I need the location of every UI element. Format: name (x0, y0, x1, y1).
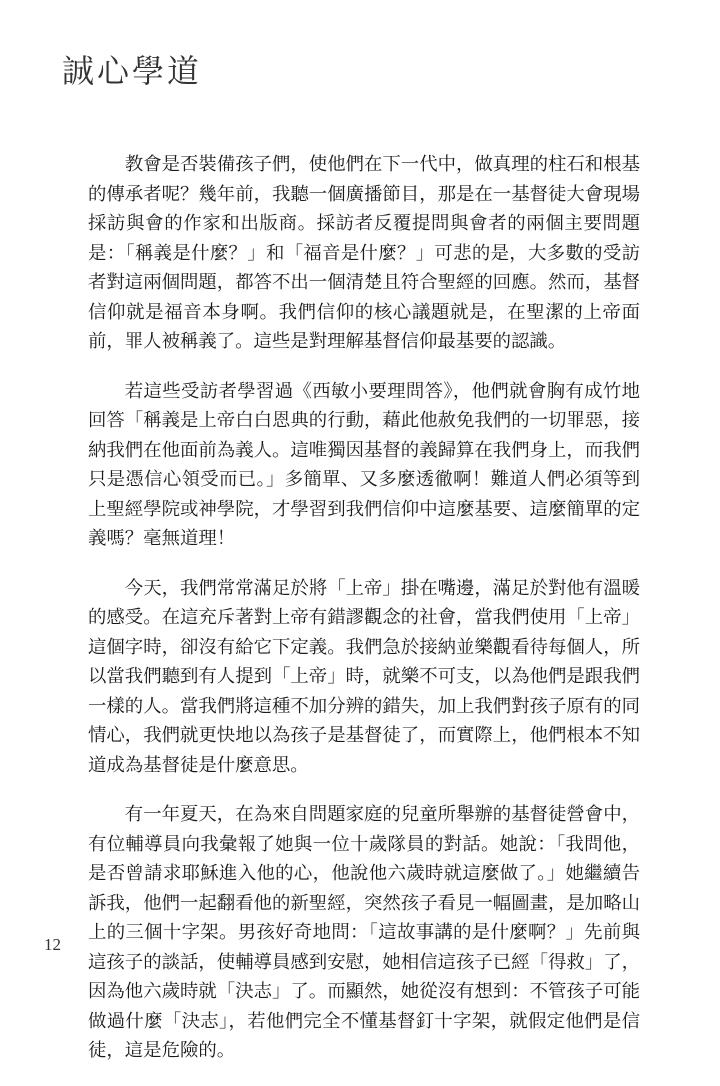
paragraph-1: 教會是否裝備孩子們，使他們在下一代中，做真理的柱石和根基的傳承者呢？幾年前，我聽一個廣播節目，那是在一基督徒大會現場採訪與會的作家和出版商。採訪者反覆提問與會者的兩個主要問題是：「稱義是什麼？」和「福音是什麼？」可悲的是，大多數的受訪者對這兩個問題，都答不出一個清楚且符合聖經的回應。然而，基督信仰就是福音本身啊。我們信仰的核心議題就是，在聖潔的上帝面前，罪人被稱義了。這些是對理解基督信仰最基要的認識。 (88, 154, 640, 352)
paragraph-2: 若這些受訪者學習過《西敏小要理問答》，他們就會胸有成竹地回答「稱義是上帝白白恩典的行動，藉此他赦免我們的一切罪惡，接納我們在他面前為義人。這唯獨因基督的義歸算在我們身上，而我們只是憑信心領受而已。」多簡單、又多麼透徹啊！難道人們必須等到上聖經學院或神學院，才學習到我們信仰中這麼基要、這麼簡單的定義嗎？毫無道理！ (88, 380, 640, 549)
page-title: 誠心學道 (62, 52, 203, 90)
body-text (88, 150, 640, 1086)
page-number: 12 (44, 935, 61, 954)
paragraph-3: 今天，我們常常滿足於將「上帝」掛在嘴邊，滿足於對他有溫暖的感受。在這充斥著對上帝有錯謬觀念的社會，當我們使用「上帝」這個字時，卻沒有給它下定義。我們急於接納並樂觀看待每個人，所以當我們聽到有人提到「上帝」時，就樂不可支，以為他們是跟我們一樣的人。當我們將這種不加分辨的錯失，加上我們對孩子原有的同情心，我們就更快地以為孩子是基督徒了，而實際上，他們根本不知道成為基督徒是什麼意思。 (88, 577, 640, 776)
paragraph-4: 有一年夏天，在為來自問題家庭的兒童所舉辦的基督徒營會中，有位輔導員向我彙報了她與一位十歲隊員的對話。她說：「我問他，是否曾請求耶穌進入他的心，他說他六歲時就這麼做了。」她繼續告訴我，他們一起翻看他的新聖經，突然孩子看見一幅圖畫，是加略山上的三個十字架。男孩好奇地問：「這故事講的是什麼啊？」先前與這孩子的談話，使輔導員感到安慰，她相信這孩子已經「得救」了，因為他六歲時就「決志」了。而顯然，她從沒有想到：不管孩子可能做過什麼「決志」，若他們完全不懂基督釘十字架，就假定他們是信徒，這是危險的。 (88, 804, 640, 1061)
